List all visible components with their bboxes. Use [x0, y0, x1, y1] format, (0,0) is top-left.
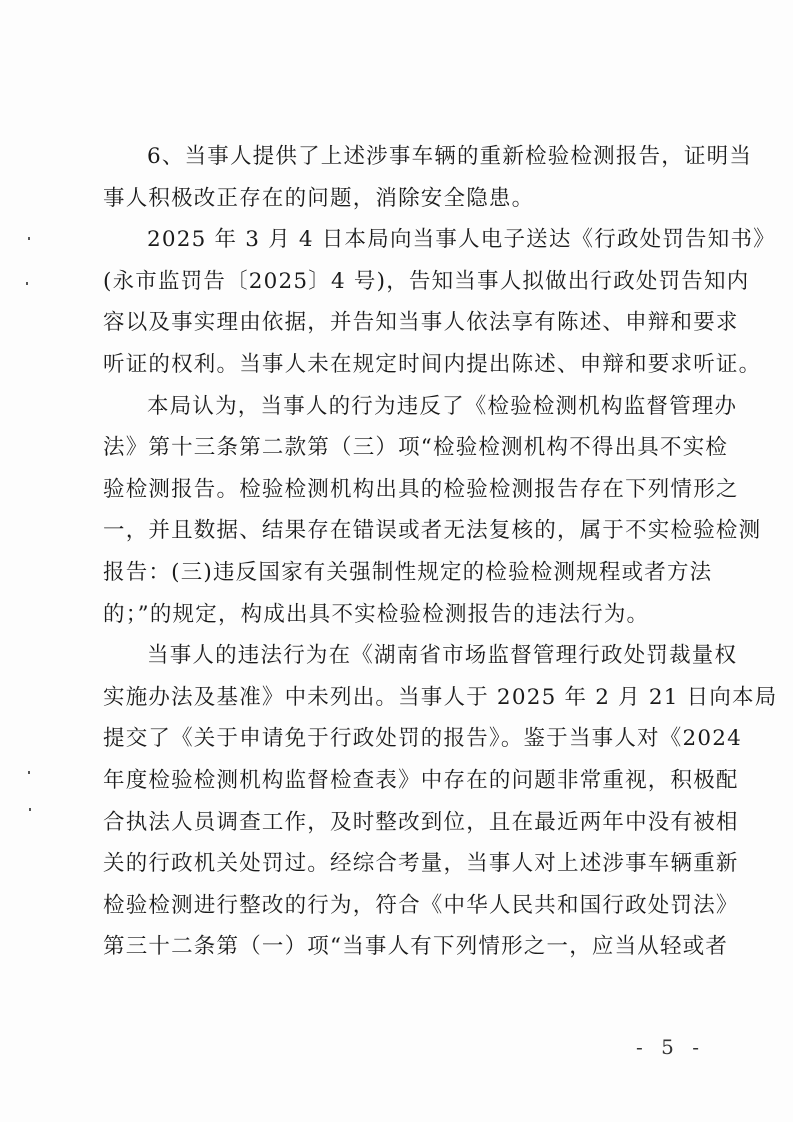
- text-line: 的；”的规定，构成出具不实检验检测报告的违法行为。: [103, 601, 650, 627]
- text-line: 事人积极改正存在的问题，消除安全隐患。: [103, 185, 535, 211]
- text-line: 实施办法及基准》中未列出。当事人于 2025 年 2 月 21 日向本局: [103, 684, 778, 710]
- scan-speck: [28, 771, 30, 774]
- text-line: 6、当事人提供了上述涉事车辆的重新检验检测报告，证明当: [147, 144, 753, 169]
- text-line: 2025 年 3 月 4 日本局向当事人电子送达《行政处罚告知书》: [147, 227, 776, 253]
- scan-speck: [26, 282, 28, 285]
- text-line: 提交了《关于申请免于行政处罚的报告》。鉴于当事人对《2024: [103, 726, 742, 752]
- scan-speck: [28, 237, 30, 240]
- text-line: 第三十二条第（一）项“当事人有下列情形之一，应当从轻或者: [103, 934, 729, 960]
- text-line: 年度检验检测机构监督检查表》中存在的问题非常重视，积极配: [103, 767, 739, 793]
- text-line: (永市监罚告〔2025〕4 号)，告知当事人拟做出行政处罚告知内: [103, 268, 750, 294]
- text-line: 检验检测进行整改的行为，符合《中华人民共和国行政处罚法》: [103, 892, 739, 918]
- text-line: 本局认为，当事人的行为违反了《检验检测机构监督管理办: [147, 393, 738, 419]
- text-line: 关的行政机关处罚过。经综合考量，当事人对上述涉事车辆重新: [103, 851, 739, 877]
- text-line: 合执法人员调查工作，及时整改到位，且在最近两年中没有被相: [103, 809, 739, 835]
- document-body: [103, 136, 778, 968]
- text-line: 容以及事实理由依据，并告知当事人依法享有陈述、申辩和要求: [103, 310, 739, 336]
- text-line: 当事人的违法行为在《湖南省市场监督管理行政处罚裁量权: [147, 643, 738, 669]
- text-line: 一，并且数据、结果存在错误或者无法复核的，属于不实检验检测: [103, 518, 762, 544]
- scan-speck: [29, 808, 31, 811]
- page-number: - 5 -: [636, 1035, 705, 1059]
- text-line: 报告：(三)违反国家有关强制性规定的检验检测规程或者方法: [103, 559, 713, 585]
- text-line: 法》第十三条第二款第（三）项“检验检测机构不得出具不实检: [103, 435, 729, 461]
- text-line: 验检测报告。检验检测机构出具的检验检测报告存在下列情形之: [103, 476, 739, 502]
- text-line: 听证的权利。当事人未在规定时间内提出陈述、申辩和要求听证。: [103, 351, 762, 377]
